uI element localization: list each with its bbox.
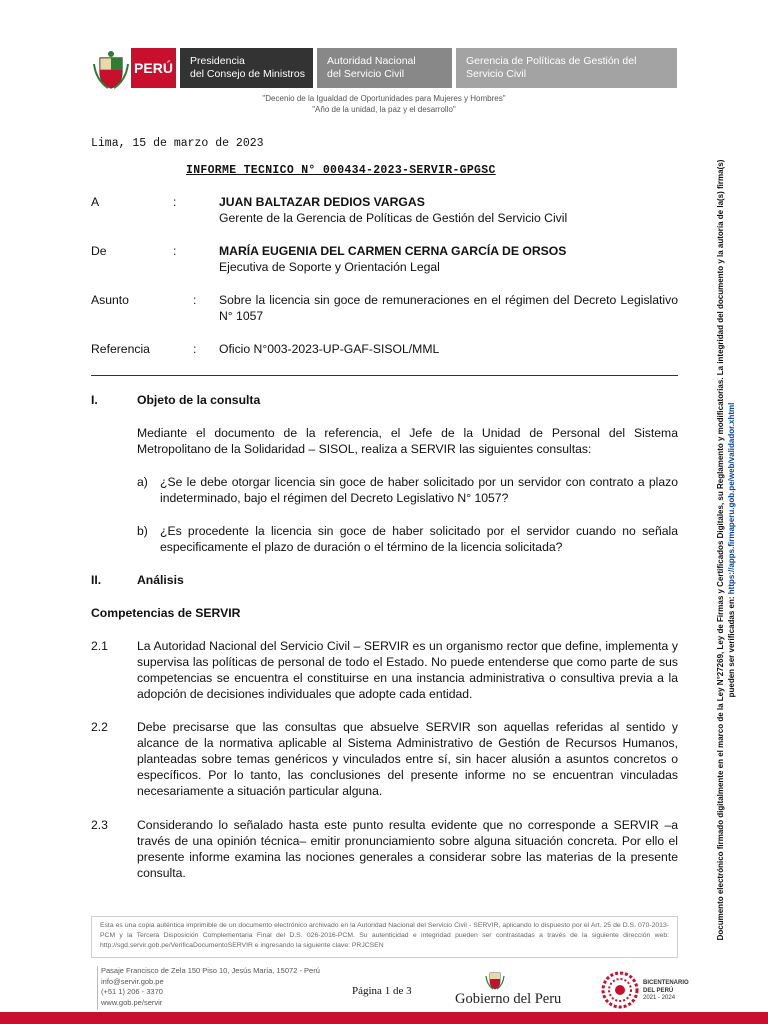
decenio-block — [0, 93, 768, 115]
servir-line1: Autoridad Nacional — [327, 55, 416, 67]
signature-note-line1: Documento electrónico firmado digitalmente en el marco de la Ley N°27269, Ley de Firmas y Certificados Digitales, su Reglamento y modificatorias. La integridad del documento y la autoría de la(s) firma(s) — [716, 159, 725, 941]
bicentenario-line2: DEL PERÚ — [643, 987, 674, 994]
page-number: Página 1 de 3 — [352, 985, 412, 997]
decenio-text: "Decenio de la Igualdad de Oportunidades para Mujeres y Hombres" — [262, 94, 506, 103]
footer-address: Pasaje Francisco de Zela 150 Piso 10, Jesús María, 15072 - Perú — [101, 966, 320, 975]
footer-email[interactable]: info@servir.gob.pe — [101, 976, 164, 986]
section1-paragraph: Mediante el documento de la referencia, el Jefe de la Unidad de Personal del Sistema Metropolitano de la Solidaridad – SISOL, realiza a SERVIR las siguientes consultas: — [137, 426, 678, 456]
section1-num: I. — [91, 393, 98, 407]
gerencia-line1: Gerencia de Políticas de Gestión del — [466, 55, 637, 67]
peru-logo — [131, 48, 176, 88]
para-2-3: Considerando lo señalado hasta este punto resulta evidente que no corresponde a SERVIR –a través de una opinión técnica– emitir pronunciamiento sobre alguna situación concreta. Por ello el presente informe examina las nociones generales a considerar sobre las materias de la presente consulta. — [137, 818, 678, 880]
asunto-label: Asunto — [91, 293, 129, 307]
de-name: MARÍA EUGENIA DEL CARMEN CERNA GARCÍA DE ORSOS — [219, 244, 567, 258]
a-colon: : — [173, 195, 177, 209]
gerencia-line2: Servicio Civil — [466, 68, 527, 80]
peru-label: PERÚ — [134, 60, 173, 76]
footer-red-bar — [0, 1012, 768, 1024]
bicentenario-text — [643, 980, 689, 1003]
para-2-2: Debe precisarse que las consultas que absuelve SERVIR son aquellas referidas al sentido y alcance de la normativa aplicable al Sistema Administrativo de Gestión de Recursos Humanos, planteadas sobre temas genéricos y vinculados entre sí, sin hacer alusión a asuntos concretos o específicos. Por lo tanto, las conclusiones del presente informe no se encuentran vinculadas necesariamente a situación particular alguna. — [137, 720, 678, 798]
authenticity-notice: Esta es una copia auténtica imprimible de un documento electrónico archivado en la Autoridad Nacional del Servicio Civil - SERVIR, aplicando lo dispuesto por el Art. 25 de D.S. 070-2013-PCM y la Tercera Disposición Complementaria Final del D.S. 026-2016-PCM. Su autenticidad e integridad pueden ser contrastadas a través de la siguiente dirección web: http://sgd.servir.gob.pe/VerificaDocumentoSERVIR e ingresando la siguiente clave: PRJCSEN — [91, 916, 678, 958]
validator-link[interactable]: https://apps.firmaperu.gob.pe/web/validador.xhtml — [727, 402, 736, 595]
servir-line2: del Servicio Civil — [327, 68, 405, 80]
para-2-1: La Autoridad Nacional del Servicio Civil – SERVIR es un organismo rector que define, implementa y supervisa las políticas de personal de todo el Estado. No puede entenderse que como parte de sus competencias se encuentra el constituirse en una instancia administrativa o consultiva previa a la adopción de decisiones individuales que adopte cada entidad. — [137, 639, 678, 701]
anio-text: "Año de la unidad, la paz y el desarrollo" — [312, 105, 456, 114]
referencia-label: Referencia — [91, 342, 150, 356]
footer-divider — [97, 966, 98, 1010]
gobierno-shield-icon — [484, 970, 506, 990]
bicentenario-line3: 2021 - 2024 — [643, 995, 676, 1001]
digital-signature-note — [715, 145, 755, 955]
section2-subtitle: Competencias de SERVIR — [91, 606, 241, 620]
signature-note-prefix: pueden ser verificadas en: — [727, 596, 736, 698]
para-2-2-num: 2.2 — [91, 720, 108, 734]
referencia-colon: : — [193, 342, 197, 356]
question-a-label: a) — [137, 475, 148, 489]
gobierno-del-peru-label: Gobierno del Peru — [455, 991, 562, 1007]
question-a-text: ¿Se le debe otorgar licencia sin goce de haber solicitado por un servidor con contrato a plazo indeterminado, bajo el régimen del Decreto Legislativo N° 1057? — [160, 475, 678, 505]
bicentenario-logo-icon — [600, 970, 640, 1010]
pcm-line1: Presidencia — [190, 55, 245, 67]
a-name: JUAN BALTAZAR DEDIOS VARGAS — [219, 195, 425, 209]
para-2-1-num: 2.1 — [91, 639, 108, 653]
question-b-label: b) — [137, 524, 148, 538]
header-box-gerencia — [456, 48, 677, 88]
document-title: INFORME TECNICO N° 000434-2023-SERVIR-GPGSC — [186, 164, 496, 177]
de-colon: : — [173, 244, 177, 258]
de-role: Ejecutiva de Soporte y Orientación Legal — [219, 260, 440, 274]
asunto-colon: : — [193, 293, 197, 307]
asunto-text: Sobre la licencia sin goce de remuneraciones en el régimen del Decreto Legislativo N° 1057 — [219, 293, 678, 323]
a-label: A — [91, 195, 100, 209]
footer-web[interactable]: www.gob.pe/servir — [101, 997, 163, 1007]
footer-phone: (+51 1) 206 - 3370 — [101, 987, 163, 996]
a-role: Gerente de la Gerencia de Políticas de Gestión del Servicio Civil — [219, 211, 568, 225]
section1-title: Objeto de la consulta — [137, 393, 261, 407]
section2-num: II. — [91, 573, 102, 587]
question-b-text: ¿Es procedente la licencia sin goce de haber solicitado por el servidor cuando no señala especificamente el plazo de duración o el término de la licencia solicitada? — [160, 524, 678, 554]
header-box-pcm — [180, 48, 313, 88]
footer-contact — [101, 966, 320, 1008]
de-label: De — [91, 244, 107, 258]
referencia-text: Oficio N°003-2023-UP-GAF-SISOL/MML — [219, 342, 440, 356]
header-box-servir — [317, 48, 452, 88]
bicentenario-line1: BICENTENARIO — [643, 980, 689, 986]
pcm-line2: del Consejo de Ministros — [190, 68, 305, 80]
signature-note-line2 — [726, 145, 737, 955]
document-date: Lima, 15 de marzo de 2023 — [91, 137, 264, 150]
peru-coat-of-arms-icon — [92, 50, 130, 90]
para-2-3-num: 2.3 — [91, 818, 108, 832]
section2-title: Análisis — [137, 573, 184, 587]
divider — [91, 375, 678, 376]
